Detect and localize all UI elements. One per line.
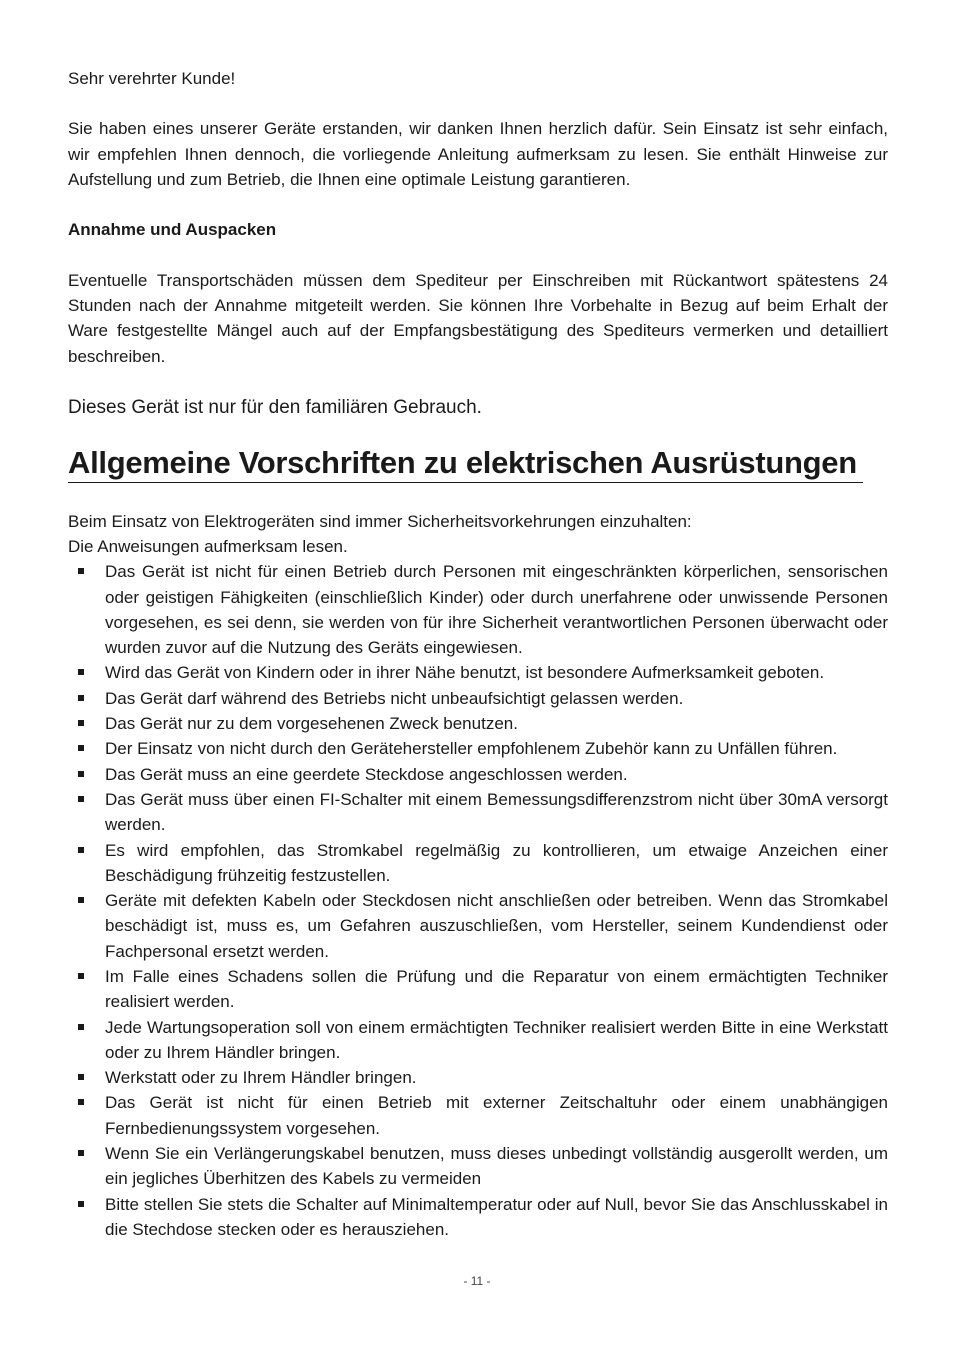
transport-paragraph: Eventuelle Transportschäden müssen dem Spediteur per Einschreiben mit Rückantwort spätestens 24 Stunden nach der Annahme mitgeteilt werden. Sie können Ihre Vorbehalte in Bezug auf beim Erhalt der Ware festgestellte Mängel auch auf der Empfangsbestätigung des Spediteurs vermerken und detailliert beschreiben.: [68, 270, 888, 366]
safety-rule-text: Der Einsatz von nicht durch den Gerätehersteller empfohlenem Zubehör kann zu Unfällen führen.: [105, 739, 838, 759]
safety-rule-item: [68, 787, 888, 838]
square-bullet-icon: [78, 669, 84, 675]
safety-rule-text: Wenn Sie ein Verlängerungskabel benutzen, muss dieses unbedingt vollständig ausgerollt werden, um ein jegliches Überhitzen des Kabels zu vermeiden: [105, 1144, 888, 1189]
safety-rule-text: Es wird empfohlen, das Stromkabel regelmäßig zu kontrollieren, um etwaige Anzeichen einer Beschädigung frühzeitig festzustellen.: [105, 840, 888, 885]
safety-rule-item: [68, 1192, 888, 1243]
safety-rule-item: [68, 1141, 888, 1192]
document-page: [68, 66, 888, 1242]
square-bullet-icon: [78, 1024, 84, 1030]
family-use-notice: Dieses Gerät ist nur für den familiären Gebrauch.: [68, 397, 482, 419]
safety-rule-text: Das Gerät nur zu dem vorgesehenen Zweck benutzen.: [105, 714, 518, 734]
safety-rule-item: [68, 964, 888, 1015]
square-bullet-icon: [78, 745, 84, 751]
safety-rule-text: Im Falle eines Schadens sollen die Prüfung und die Reparatur von einem ermächtigten Techniker realisiert werden.: [105, 967, 888, 1012]
safety-rule-item: [68, 838, 888, 889]
safety-rule-text: Jede Wartungsoperation soll von einem ermächtigten Techniker realisiert werden Bitte in eine Werkstatt oder zu Ihrem Händler bringen.: [105, 1017, 888, 1062]
square-bullet-icon: [78, 771, 84, 777]
safety-rule-text: Wird das Gerät von Kindern oder in ihrer Nähe benutzt, ist besondere Aufmerksamkeit geboten.: [105, 663, 825, 683]
safety-rule-text: Das Gerät muss an eine geerdete Steckdose angeschlossen werden.: [105, 764, 628, 784]
square-bullet-icon: [78, 973, 84, 979]
safety-rule-item: [68, 660, 888, 685]
square-bullet-icon: [78, 720, 84, 726]
square-bullet-icon: [78, 897, 84, 903]
section-heading-electrical: Allgemeine Vorschriften zu elektrischen Ausrüstungen: [68, 444, 863, 483]
safety-rule-item: [68, 686, 888, 711]
square-bullet-icon: [78, 695, 84, 701]
page-number: - 11 -: [463, 1274, 491, 1288]
square-bullet-icon: [78, 568, 84, 574]
safety-intro-line-2: Die Anweisungen aufmerksam lesen.: [68, 537, 348, 557]
safety-rule-text: Bitte stellen Sie stets die Schalter auf Minimaltemperatur oder auf Null, bevor Sie das Anschlusskabel in die Stechdose stecken oder es herausziehen.: [105, 1194, 888, 1239]
square-bullet-icon: [78, 796, 84, 802]
safety-rule-item: [68, 711, 888, 736]
square-bullet-icon: [78, 1099, 84, 1105]
square-bullet-icon: [78, 1074, 84, 1080]
intro-paragraph: Sie haben eines unserer Geräte erstanden, wir danken Ihnen herzlich dafür. Sein Einsatz ist sehr einfach, wir empfehlen Ihnen dennoch, die vorliegende Anleitung aufmerksam zu lesen. Sie enthält Hinweise zur Aufstellung und zum Betrieb, die Ihnen eine optimale Leistung garantieren.: [68, 119, 888, 190]
safety-intro-line-1: Beim Einsatz von Elektrogeräten sind immer Sicherheitsvorkehrungen einzuhalten:: [68, 512, 692, 532]
safety-rule-text: Das Gerät muss über einen FI-Schalter mit einem Bemessungsdifferenzstrom nicht über 30mA versorgt werden.: [105, 789, 888, 835]
square-bullet-icon: [78, 847, 84, 853]
safety-rule-text: Geräte mit defekten Kabeln oder Steckdosen nicht anschließen oder betreiben. Wenn das Stromkabel beschädigt ist, muss es, um Gefahren auszuschließen, vom Hersteller, seinem Kundendienst oder Fachpersonal ersetzt werden.: [105, 891, 888, 961]
safety-rule-item: [68, 762, 888, 787]
square-bullet-icon: [78, 1201, 84, 1207]
safety-rule-item: [68, 559, 888, 660]
safety-rule-item: [68, 888, 888, 964]
safety-rule-text: Werkstatt oder zu Ihrem Händler bringen.: [105, 1068, 417, 1088]
greeting: Sehr verehrter Kunde!: [68, 69, 236, 88]
safety-rule-text: Das Gerät darf während des Betriebs nicht unbeaufsichtigt gelassen werden.: [105, 688, 684, 708]
safety-rule-item: [68, 1065, 888, 1090]
square-bullet-icon: [78, 1150, 84, 1156]
safety-rule-item: [68, 1090, 888, 1141]
safety-rule-text: Das Gerät ist nicht für einen Betrieb durch Personen mit eingeschränkten körperlichen, sensorischen oder geistigen Fähigkeiten (einschließlich Kinder) oder durch unerfahrene oder unwissende Personen vorgesehen, es sei denn, sie werden von für ihre Sicherheit verantwortlichen Personen überwacht oder wurden zuvor auf die Nutzung des Geräts eingewiesen.: [105, 562, 888, 658]
safety-rule-item: [68, 736, 888, 761]
safety-rules-list: [68, 559, 888, 1242]
safety-rule-text: Das Gerät ist nicht für einen Betrieb mit externer Zeitschaltuhr oder einem unabhängigen Fernbedienungssystem vorgesehen.: [105, 1093, 888, 1138]
section-heading-unpacking: Annahme und Auspacken: [68, 219, 277, 239]
safety-rule-item: [68, 1015, 888, 1066]
